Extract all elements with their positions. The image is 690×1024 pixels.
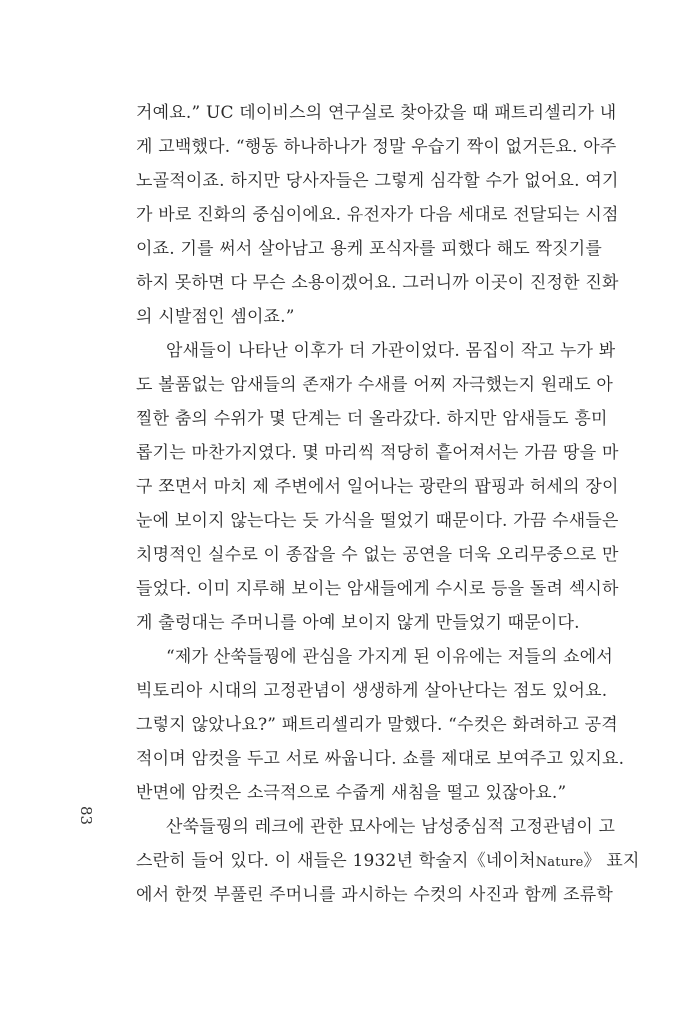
text-line: “제가 산쑥들꿩에 관심을 가지게 된 이유에는 저들의 쇼에서 (166, 647, 614, 667)
text-line-with-latin (136, 844, 640, 878)
text-line: 이죠. 기를 써서 살아남고 용케 포식자를 피했다 해도 짝짓기를 (136, 239, 602, 259)
text-line: 의 시발점인 셈이죠.” (136, 307, 295, 327)
text-line: 눈에 보이지 않는다는 듯 가식을 떨었기 때문이다. 가끔 수새들은 (136, 511, 619, 531)
text-line: 도 볼품없는 암새들의 존재가 수새를 어찌 자극했는지 원래도 아 (136, 375, 614, 395)
text-fragment: 스란히 들어 있다. 이 새들은 1932년 학술지《네이처 (136, 851, 536, 871)
page-number: 83 (77, 805, 96, 826)
text-line: 노골적이죠. 하지만 당사자들은 그렇게 심각할 수가 없어요. 여기 (136, 171, 619, 191)
text-line: 암새들이 나타난 이후가 더 가관이었다. 몸집이 작고 누가 봐 (166, 341, 616, 361)
text-line: 게 출렁대는 주머니를 아예 보이지 않게 만들었기 때문이다. (136, 613, 580, 633)
text-line: 치명적인 실수로 이 종잡을 수 없는 공연을 더욱 오리무중으로 만 (136, 545, 619, 565)
text-line: 산쑥들꿩의 레크에 관한 묘사에는 남성중심적 고정관념이 고 (166, 817, 616, 837)
text-line: 하지 못하면 다 무슨 소용이겠어요. 그러니까 이곳이 진정한 진화 (136, 273, 619, 293)
text-line: 그렇지 않았나요?” 패트리셀리가 말했다. “수컷은 화려하고 공격 (136, 715, 618, 735)
latin-term: Nature (535, 855, 584, 870)
text-line: 게 고백했다. “행동 하나하나가 정말 우습기 짝이 없거든요. 아주 (136, 137, 617, 157)
text-line: 들었다. 이미 지루해 보이는 암새들에게 수시로 등을 돌려 섹시하 (136, 579, 619, 599)
text-line: 빅토리아 시대의 고정관념이 생생하게 살아난다는 점도 있어요. (136, 681, 608, 701)
text-fragment: 》 표지 (583, 851, 640, 871)
text-line: 에서 한껏 부풀린 주머니를 과시하는 수컷의 사진과 함께 조류학 (136, 885, 614, 905)
text-line: 찔한 춤의 수위가 몇 단계는 더 올라갔다. 하지만 암새들도 흥미 (136, 409, 608, 429)
text-line: 적이며 암컷을 두고 서로 싸웁니다. 쇼를 제대로 보여주고 있지요. (136, 749, 625, 769)
text-line: 가 바로 진화의 중심이에요. 유전자가 다음 세대로 전달되는 시점 (136, 205, 619, 225)
text-line: 롭기는 마찬가지였다. 몇 마리씩 적당히 흩어져서는 가끔 땅을 마 (136, 443, 619, 463)
body-text (136, 96, 640, 912)
text-line: 반면에 암컷은 소극적으로 수줍게 새침을 떨고 있잖아요.” (136, 783, 567, 803)
text-line: 구 쪼면서 마치 제 주변에서 일어나는 광란의 팝핑과 허세의 장이 (136, 477, 619, 497)
text-line: 거예요.” UC 데이비스의 연구실로 찾아갔을 때 패트리셀리가 내 (136, 103, 617, 123)
